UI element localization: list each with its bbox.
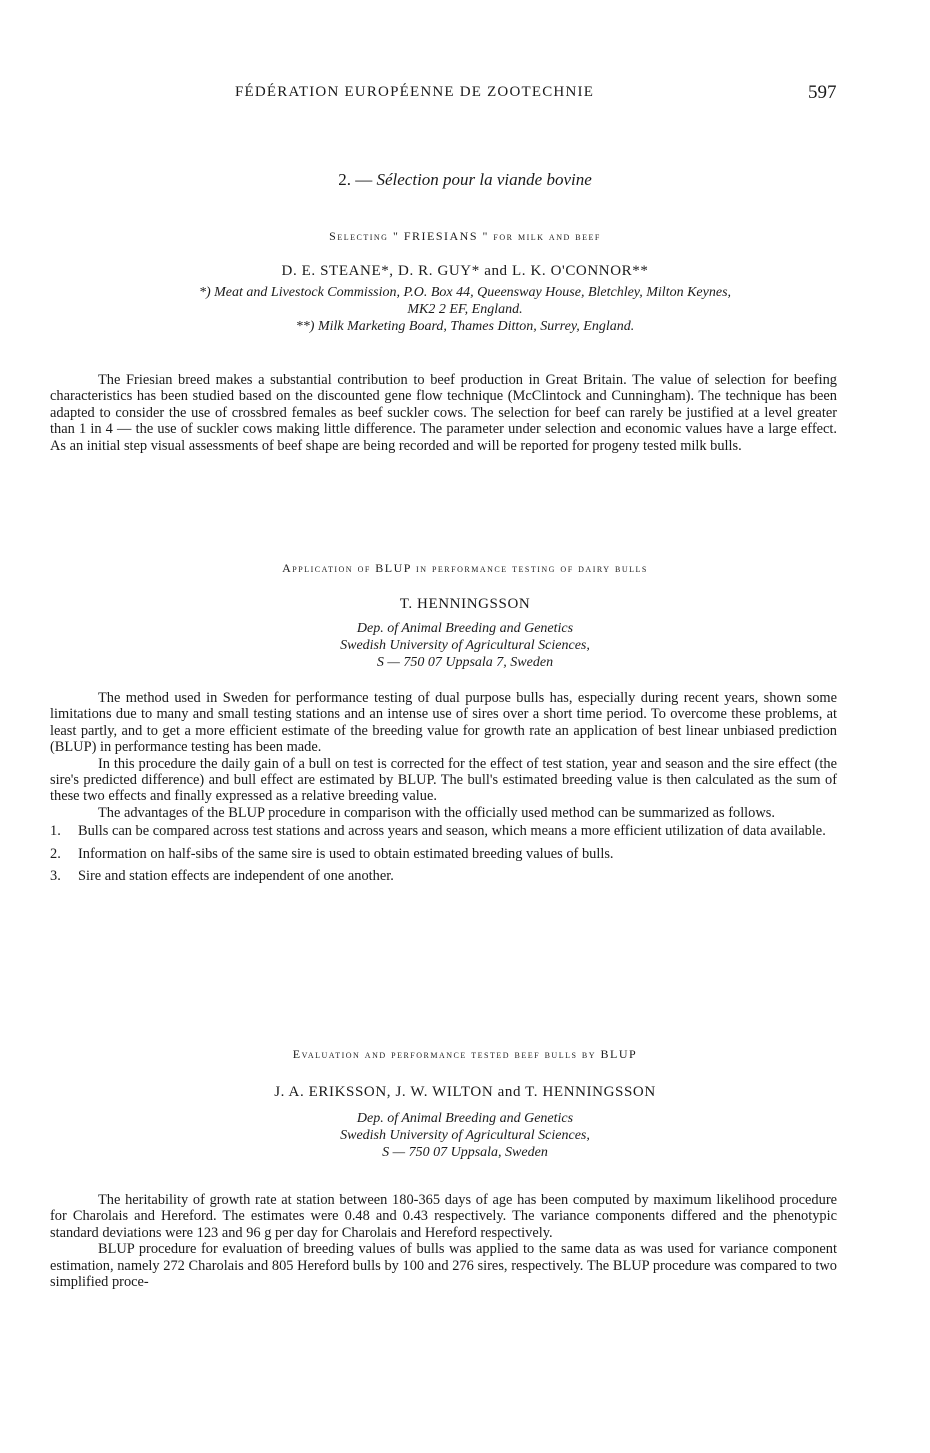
- paragraph: The advantages of the BLUP procedure in comparison with the officially used method can be summarized as follows.: [98, 804, 775, 821]
- article-1-body: [50, 372, 837, 454]
- section-title-text: Sélection pour la viande bovine: [376, 170, 592, 189]
- article-2-affiliations: [0, 620, 930, 671]
- page-number: 597: [808, 82, 837, 103]
- affiliation-line: **) Milk Marketing Board, Thames Ditton, Surrey, England.: [295, 319, 635, 334]
- running-head: [0, 84, 930, 106]
- advantages-list: [50, 823, 837, 884]
- paragraph: The heritability of growth rate at station between 180-365 days of age has been computed by maximum likelihood procedure for Charolais and Hereford. The estimates were 0.48 and 0.43 respectively. The variance components differed and the phenotypic standard deviations were 123 and 96 g per day for Charolais and Hereford respectively.: [50, 1192, 837, 1241]
- affiliation-line: Swedish University of Agricultural Sciences,: [340, 638, 590, 653]
- article-2-title: Application of BLUP in performance testing of dairy bulls: [282, 561, 648, 575]
- affiliation-line: S — 750 07 Uppsala 7, Sweden: [376, 655, 554, 670]
- paragraph: In this procedure the daily gain of a bull on test is corrected for the effect of test station, year and season and the sire effect (the sire's predicted difference) and bull effect are estimated by BLUP. The bull's estimated breeding value is then calculated as the sum of these two effects and finally expressed as a relative breeding value.: [50, 755, 837, 805]
- article-3-title: Evaluation and performance tested beef bulls by BLUP: [292, 1047, 638, 1061]
- article-1-affiliations: [0, 284, 930, 335]
- article-2-body: [50, 690, 837, 890]
- paragraph: The method used in Sweden for performance testing of dual purpose bulls has, especially during recent years, shown some limitations due to many and small testing stations and an intense use of sires over a short time period. To overcome these problems, at least partly, and to get a more efficient estimate of the breeding value for growth rate an application of best linear unbiased prediction (BLUP) in performance testing has been made.: [50, 690, 837, 756]
- list-text: Bulls can be compared across test stations and across years and season, which means a more efficient utilization of data available.: [78, 823, 826, 840]
- list-text: Information on half-sibs of the same sire is used to obtain estimated breeding values of bulls.: [78, 845, 614, 862]
- affiliation-line: *) Meat and Livestock Commission, P.O. Box 44, Queensway House, Bletchley, Milton Keynes,: [198, 285, 732, 300]
- article-1-title: Selecting " FRIESIANS " for milk and beef: [329, 229, 601, 243]
- affiliation-line: Dep. of Animal Breeding and Genetics: [356, 621, 574, 636]
- list-item: [50, 823, 837, 839]
- list-number: 2.: [50, 845, 61, 862]
- list-item: [50, 846, 837, 862]
- list-item: [50, 868, 837, 884]
- affiliation-line: Swedish University of Agricultural Sciences,: [340, 1128, 590, 1143]
- article-1-authors: D. E. STEANE*, D. R. GUY* and L. K. O'CONNOR**: [281, 263, 649, 279]
- article-2-authors: T. HENNINGSSON: [399, 596, 531, 612]
- section-number: 2. —: [338, 170, 373, 189]
- list-number: 3.: [50, 868, 61, 885]
- running-title: FÉDÉRATION EUROPÉENNE DE ZOOTECHNIE: [235, 84, 595, 100]
- paragraph: BLUP procedure for evaluation of breeding values of bulls was applied to the same data as was used for variance component estimation, namely 272 Charolais and 805 Hereford bulls by 100 and 276 sires, respectively. The BLUP procedure was compared to two simplified proce-: [50, 1241, 837, 1291]
- affiliation-line: Dep. of Animal Breeding and Genetics: [356, 1111, 574, 1126]
- article-3-affiliations: [0, 1110, 930, 1161]
- affiliation-line: MK2 2 EF, England.: [407, 302, 523, 317]
- paragraph: The Friesian breed makes a substantial contribution to beef production in Great Britain. The value of selection for beefing characteristics has been studied based on the discounted gene flow technique (McClintock and Cunningham). The technique has been adapted to consider the use of crossbred females as beef suckler cows. The selection for beef can rarely be justified at a level greater than 1 in 4 — the use of suckler cows making little difference. The parameter under selection and economic values have a large effect. As an initial step visual assessments of beef shape are being recorded and will be reported for progeny tested milk bulls.: [50, 372, 837, 454]
- article-3-authors: J. A. ERIKSSON, J. W. WILTON and T. HENNINGSSON: [274, 1084, 656, 1100]
- article-3-body: [50, 1192, 837, 1290]
- list-number: 1.: [50, 823, 61, 840]
- affiliation-line: S — 750 07 Uppsala, Sweden: [382, 1145, 548, 1160]
- list-text: Sire and station effects are independent of one another.: [78, 868, 394, 885]
- section-heading: [0, 170, 930, 190]
